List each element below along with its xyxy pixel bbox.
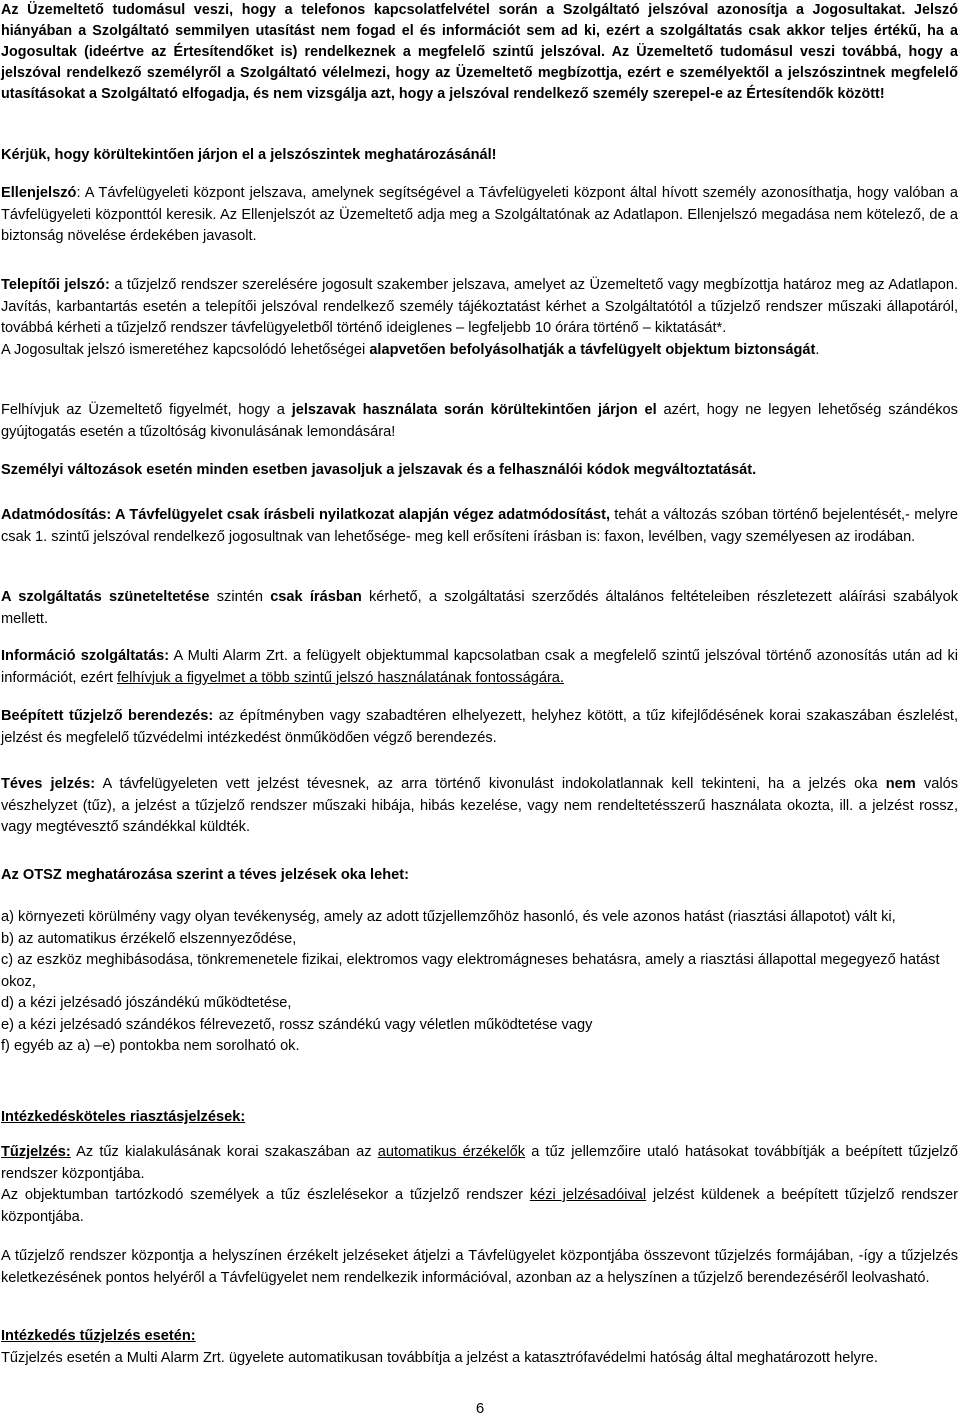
list-item: e) a kézi jelzésadó szándékos félrevezető, rossz szándékú vagy véletlen működtetése vagy	[1, 1016, 593, 1033]
otsz-list	[1, 907, 958, 1058]
tuzjelzes-automatikus: automatikus érzékelők	[377, 1144, 526, 1160]
beepitett-term: Beépített tűzjelző berendezés:	[1, 708, 214, 724]
szemelyi-text: Személyi változások esetén minden esetben javasoljuk a jelszavak és a felhasználói kódok megváltoztatását.	[1, 462, 757, 478]
teves-paragraph	[1, 774, 958, 839]
szuneteltetes-bold-1: A szolgáltatás szüneteltetése	[1, 589, 210, 605]
beepitett-paragraph	[1, 706, 958, 749]
informacio-paragraph	[1, 646, 958, 689]
teves-bold-nem: nem	[885, 776, 916, 792]
list-item: f) egyéb az a) –e) pontokba nem sorolható ok.	[1, 1038, 300, 1054]
intezkedes-heading-line	[1, 1107, 958, 1129]
informacio-underline: felhívjuk a figyelmet a több szintű jelszó használatának fontosságára.	[116, 669, 564, 686]
tuzjelzes-kezi: kézi jelzésadóival	[529, 1187, 647, 1203]
teves-term: Téves jelzés:	[1, 776, 96, 792]
felhivjuk-post: azért, hogy ne legyen lehetőség szándékos gyújtogatás esetén a tűzoltóság kivonulásának lemondására!	[1, 402, 958, 440]
teves-text-2: valós vészhelyzet (tűz), a jelzést a tűzjelző rendszer műszaki hibája, hibás kezelése, vagy nem rendeltetésszerű használata okozta, ill. a jelzést rossz, vagy megtévesztő szándékkal küldték.	[1, 776, 958, 835]
list-item: a) környezeti körülmény vagy olyan tevékenység, amely az adott tűzjellemzőhöz hasonló, és vele azonos hatást (riasztási állapotot) vált ki,	[1, 909, 896, 925]
ellenjelszo-paragraph	[1, 183, 958, 248]
intezkedes-heading: Intézkedésköteles riasztásjelzések:	[1, 1109, 246, 1125]
szuneteltetes-post: kérhető, a szolgáltatási szerződés általános feltételeiben részletezett aláírási szabályok mellett.	[1, 589, 958, 627]
telepitoi-text: a tűzjelző rendszer szerelésére jogosult szakember jelszava, amelyet az Üzemeltető vagy megbízottja határoz meg az Adatlapon. Javítás, karbantartás esetén a telepítői jelszóval rendelkező személy tájékoztatást kérhet a Szolgáltatótól a tűzjelző rendszer műszaki állapotáról, továbbá kérheti a tűzjelző rendszer távfelügyeletből történő ideiglenes – legfeljebb 10 órára történő – kiktatását*.	[1, 277, 958, 336]
adatmodositas-bold: Adatmódosítás: A Távfelügyelet csak írásbeli nyilatkozat alapján végez adatmódosítást,	[1, 507, 610, 523]
intro-sentence-2: Jelszó hiányában a Szolgáltató semmilyen utasítást nem fogad el és információt sem ad ki, ezért a szolgáltatás csak akkor teljes értékű, ha a Jogosultak (ideértve az Értesítendőket is) rendelkeznek a megfelelő szintű jelszóval.	[1, 2, 958, 60]
list-item: d) a kézi jelzésadó jószándékú működtetése,	[1, 995, 292, 1011]
list-item: b) az automatikus érzékelő elszennyeződése,	[1, 930, 297, 947]
tuzjelzes-mid: a tűz jellemzőire utaló hatásokat továbbítják a beépített tűzjelző rendszer központjába.	[1, 1144, 958, 1182]
intro-sentence-1: Az Üzemeltető tudomásul veszi, hogy a telefonos kapcsolatfelvétel során a Szolgáltató jelszóval azonosítja a Jogosultakat.	[1, 2, 906, 18]
page-number: 6	[475, 1400, 485, 1417]
otsz-heading-line	[1, 865, 958, 887]
request-line	[1, 145, 958, 167]
kozpont-paragraph	[1, 1246, 958, 1289]
informacio-text: A Multi Alarm Zrt. a felügyelt objektummal kapcsolatban csak a megfelelő szintű jelszóval történő azonosítás után ad ki információt, ezért	[1, 648, 958, 686]
intezkedes-tuz-text: Tűzjelzés esetén a Multi Alarm Zrt. ügyelete automatikusan továbbítja a jelzést a katasztrófavédelmi hatóság által meghatározott helyre.	[1, 1349, 878, 1366]
intro-sentence-3: Az Üzemeltető tudomásul veszi továbbá, hogy a jelszóval rendelkező személyről a Szolgáltató vélelmezi, hogy az Üzemeltető megbízottja, ezért e személyektől a jelszószintnek megfelelő utasításokat a Szolgáltató elfogadja, és nem vizsgálja azt, hogy a jelszóval rendelkező személy szerepel-e az Értesítendők között!	[1, 44, 958, 102]
tuzjelzes-pre: Az tűz kialakulásának korai szakaszában az	[70, 1144, 378, 1160]
informacio-term: Információ szolgáltatás:	[1, 648, 170, 664]
intro-paragraph	[1, 0, 958, 105]
szuneteltetes-bold-2: csak írásban	[270, 589, 362, 605]
beepitett-text: az építményben vagy szabadtéren elhelyezett, helyhez kötött, a tűz kifejlődésének korai szakaszában észlelést, jelzést és megfelelő tűzvédelmi intézkedést önműködően végző berendezés.	[1, 708, 959, 746]
kozpont-text: A tűzjelző rendszer központja a helyszínen érzékelt jelzéseket átjelzi a Távfelügyelet központjába összevont tűzjelzés formájában, -így a tűzjelzés keletkezésének pontos helyéről a Távfelügyelet nem rendelkezik információval, azonban az a helyszínen a tűzjelző berendezéséről leolvasható.	[1, 1248, 958, 1286]
adatmodositas-paragraph	[1, 505, 958, 548]
otsz-heading: Az OTSZ meghatározása szerint a téves jelzések oka lehet:	[1, 867, 409, 883]
intezkedes-tuz-section	[1, 1326, 958, 1369]
telepitoi-paragraph	[1, 275, 958, 361]
szuneteltetes-mid: szintén	[209, 589, 271, 605]
tuzjelzes-line2-post: jelzést küldenek a beépített tűzjelző rendszer központjába.	[1, 1187, 958, 1225]
request-text: Kérjük, hogy körültekintően járjon el a jelszószintek meghatározásánál!	[1, 147, 497, 163]
ellenjelszo-text: : A Távfelügyeleti központ jelszava, amelynek segítségével a Távfelügyeleti központ által hívott személy azonosíthatja, hogy valóban a Távfelügyeleti központtól keresik. Az Ellenjelszót az Üzemeltető adja meg a Szolgáltatónak az Adatlapon. Ellenjelszó megadása nem kötelező, de a biztonság növelése érdekében javasolt.	[1, 185, 958, 244]
felhivjuk-paragraph	[1, 400, 958, 443]
felhivjuk-pre: Felhívjuk az Üzemeltető figyelmét, hogy a	[1, 402, 292, 418]
telepitoi-line2-bold: alapvetően befolyásolhatják a távfelügyelt objektum biztonságát	[369, 341, 816, 358]
adatmodositas-text: tehát a változás szóban történő bejelentését,- melyre csak 1. szintű jelszóval rendelkező jogosultnak van lehetősége- meg kell erősíteni írásban is: faxon, levélben, vagy személyesen az irodában.	[1, 507, 958, 545]
ellenjelszo-term: Ellenjelszó	[1, 185, 77, 201]
telepitoi-term: Telepítői jelszó:	[1, 277, 110, 293]
tuzjelzes-term: Tűzjelzés:	[1, 1144, 71, 1160]
szuneteltetes-paragraph	[1, 587, 958, 630]
intezkedes-tuz-heading: Intézkedés tűzjelzés esetén:	[1, 1328, 196, 1344]
telepitoi-line2-end: .	[815, 341, 820, 358]
szemelyi-line	[1, 460, 958, 482]
felhivjuk-bold: jelszavak használata során körültekintően járjon el	[291, 402, 657, 418]
tuzjelzes-paragraph	[1, 1142, 958, 1228]
teves-text-1: A távfelügyeleten vett jelzést tévesnek, az arra történő kivonulást indokolatlannak kell tekinteni, ha a jelzés oka	[95, 776, 886, 792]
list-item: c) az eszköz meghibásodása, tönkremenetele fizikai, elektromos vagy elektromágneses behatásra, amely a riasztási állapottal megegyező hatást okoz,	[1, 952, 940, 990]
telepitoi-line2-pre: A Jogosultak jelszó ismeretéhez kapcsolódó lehetőségei	[1, 341, 370, 358]
tuzjelzes-line2-pre: Az objektumban tartózkodó személyek a tűz észlelésekor a tűzjelző rendszer	[1, 1187, 530, 1203]
